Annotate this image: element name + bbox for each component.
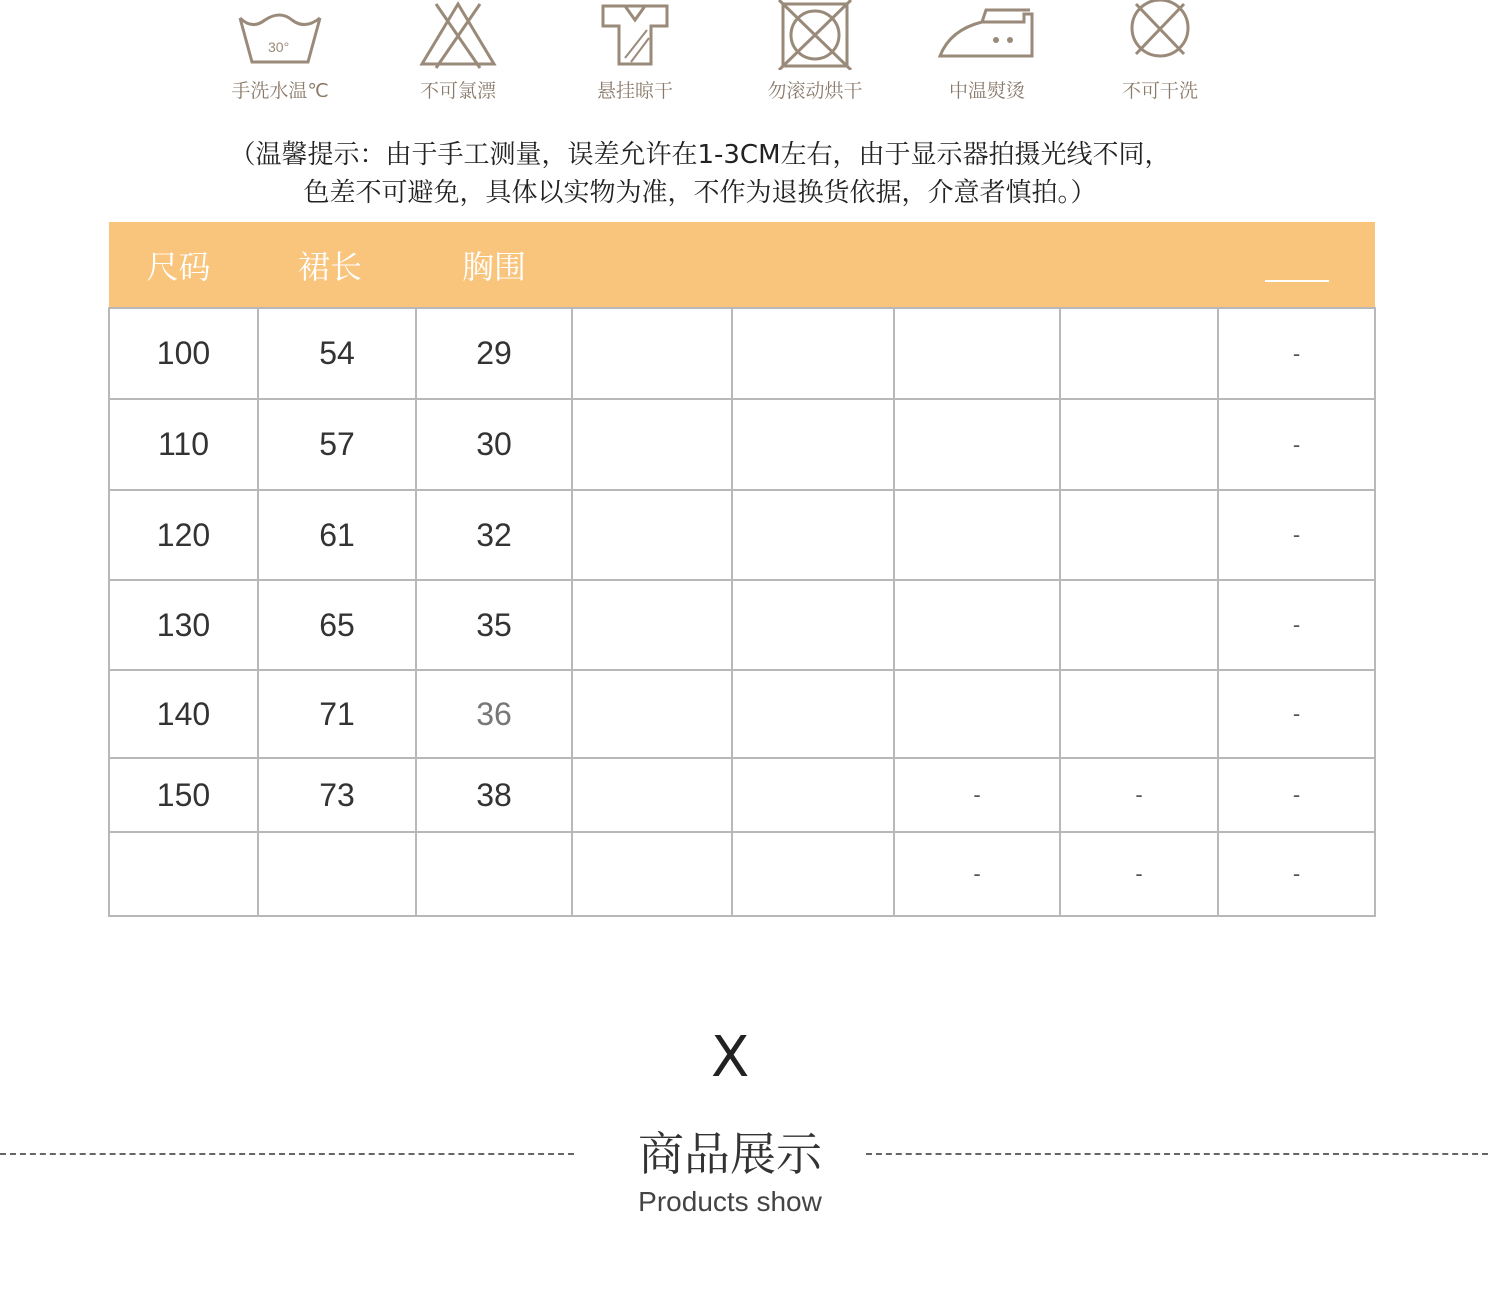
header-empty-5 bbox=[732, 222, 894, 308]
table-cell bbox=[894, 399, 1060, 490]
table-row bbox=[109, 399, 1375, 490]
table-cell bbox=[732, 490, 894, 580]
no-dry-clean-icon bbox=[1110, 0, 1210, 70]
table-cell bbox=[572, 580, 732, 670]
care-item-no-tumble-dry bbox=[745, 0, 885, 103]
table-cell bbox=[572, 832, 732, 916]
care-item-iron bbox=[917, 0, 1057, 103]
table-cell bbox=[572, 490, 732, 580]
no-bleach-icon bbox=[408, 0, 508, 70]
table-row bbox=[109, 758, 1375, 832]
table-cell: - bbox=[1218, 580, 1375, 670]
table-cell: - bbox=[1218, 308, 1375, 399]
table-cell: 71 bbox=[258, 670, 416, 758]
header-size: 尺码 bbox=[146, 247, 211, 286]
table-cell bbox=[894, 308, 1060, 399]
no-tumble-dry-icon bbox=[765, 0, 865, 70]
care-label-hang-dry: 悬挂晾干 bbox=[596, 80, 673, 102]
table-cell bbox=[732, 832, 894, 916]
hang-dry-icon bbox=[585, 0, 685, 70]
table-cell: 32 bbox=[416, 490, 572, 580]
table-cell bbox=[572, 758, 732, 832]
table-cell: 110 bbox=[109, 399, 258, 490]
table-cell bbox=[894, 490, 1060, 580]
care-instructions bbox=[0, 0, 1500, 110]
table-cell bbox=[732, 670, 894, 758]
table-cell: 38 bbox=[416, 758, 572, 832]
table-cell bbox=[732, 308, 894, 399]
table-cell bbox=[109, 832, 258, 916]
table-cell: 150 bbox=[109, 758, 258, 832]
table-row bbox=[109, 490, 1375, 580]
care-item-no-bleach bbox=[388, 0, 528, 103]
care-label-hand-wash: 手洗水温℃ bbox=[231, 80, 329, 102]
table-row bbox=[109, 580, 1375, 670]
iron-medium-icon bbox=[932, 0, 1042, 70]
table-cell: - bbox=[1218, 399, 1375, 490]
table-cell: 57 bbox=[258, 399, 416, 490]
header-empty-4 bbox=[572, 222, 732, 308]
table-cell: - bbox=[894, 832, 1060, 916]
hand-wash-temp: 30° bbox=[268, 39, 290, 55]
table-cell: 140 bbox=[109, 670, 258, 758]
table-cell bbox=[894, 580, 1060, 670]
care-label-iron: 中温熨烫 bbox=[948, 80, 1025, 102]
table-cell: 61 bbox=[258, 490, 416, 580]
table-cell: 130 bbox=[109, 580, 258, 670]
header-empty-7 bbox=[1060, 222, 1218, 308]
table-cell: 120 bbox=[109, 490, 258, 580]
divider-left bbox=[0, 1153, 574, 1155]
table-cell bbox=[1060, 580, 1218, 670]
header-chest: 胸围 bbox=[462, 247, 527, 286]
hand-wash-30-icon bbox=[230, 0, 330, 70]
table-cell: 35 bbox=[416, 580, 572, 670]
table-cell bbox=[894, 670, 1060, 758]
table-cell: 100 bbox=[109, 308, 258, 399]
care-label-no-bleach: 不可氯漂 bbox=[419, 80, 496, 102]
table-cell: - bbox=[1060, 758, 1218, 832]
table-cell: 65 bbox=[258, 580, 416, 670]
table-cell bbox=[416, 832, 572, 916]
table-cell: 29 bbox=[416, 308, 572, 399]
header-last bbox=[1218, 222, 1375, 308]
section-title-en: Products show bbox=[638, 1186, 822, 1217]
table-cell: - bbox=[1218, 832, 1375, 916]
table-cell: 30 bbox=[416, 399, 572, 490]
size-table bbox=[108, 222, 1376, 917]
table-cell: - bbox=[1060, 832, 1218, 916]
x-mark: X bbox=[711, 1025, 750, 1090]
table-cell: - bbox=[894, 758, 1060, 832]
header-empty-6 bbox=[894, 222, 1060, 308]
table-cell: - bbox=[1218, 670, 1375, 758]
table-cell bbox=[572, 308, 732, 399]
table-cell bbox=[1060, 308, 1218, 399]
care-label-no-tumble-dry: 勿滚动烘干 bbox=[767, 80, 863, 102]
table-cell: - bbox=[1218, 758, 1375, 832]
table-header-row bbox=[109, 222, 1375, 308]
table-cell: 54 bbox=[258, 308, 416, 399]
table-cell bbox=[732, 399, 894, 490]
care-item-hand-wash bbox=[210, 0, 350, 103]
care-item-hang-dry bbox=[565, 0, 705, 103]
table-cell bbox=[1060, 490, 1218, 580]
table-row bbox=[109, 670, 1375, 758]
divider-right bbox=[866, 1153, 1488, 1155]
section-title-cn: 商品展示 bbox=[638, 1127, 822, 1181]
table-cell bbox=[572, 670, 732, 758]
header-length: 裙长 bbox=[298, 247, 363, 286]
tip-line-2: 色差不可避免，具体以实物为准，不作为退换货依据，介意者慎拍。） bbox=[303, 178, 1097, 208]
table-cell bbox=[732, 580, 894, 670]
table-cell bbox=[1060, 670, 1218, 758]
care-item-no-dry-clean bbox=[1090, 0, 1230, 103]
table-cell: - bbox=[1218, 490, 1375, 580]
table-row bbox=[109, 308, 1375, 399]
table-row bbox=[109, 832, 1375, 916]
table-cell: 73 bbox=[258, 758, 416, 832]
table-cell bbox=[572, 399, 732, 490]
table-cell: 36 bbox=[416, 670, 572, 758]
table-cell bbox=[1060, 399, 1218, 490]
tip-line-1: （温馨提示：由于手工测量，误差允许在1-3CM左右，由于显示器拍摄光线不同， bbox=[229, 140, 1171, 170]
table-cell bbox=[732, 758, 894, 832]
care-label-no-dry-clean: 不可干洗 bbox=[1121, 80, 1198, 102]
header-underline bbox=[1265, 280, 1329, 282]
table-cell bbox=[258, 832, 416, 916]
